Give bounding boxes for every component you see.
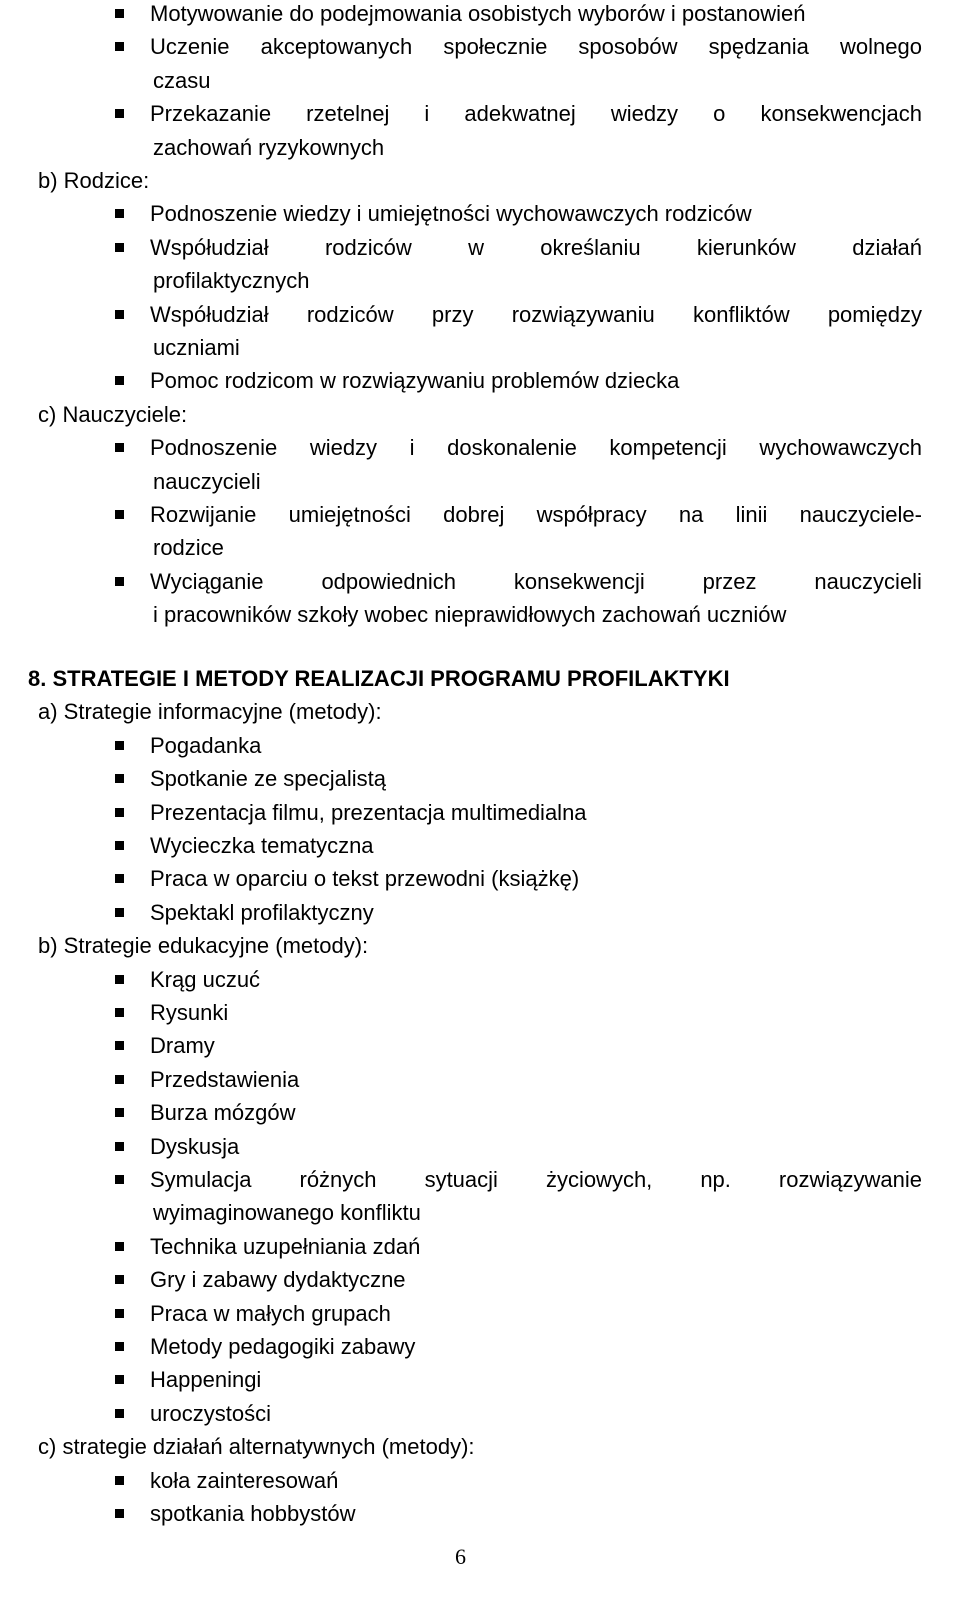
list-item: Podnoszenie wiedzy i umiejętności wychowawczych rodziców <box>150 201 752 227</box>
word: w <box>468 234 484 260</box>
list-item-continuation: rodzice <box>153 535 224 561</box>
section-heading: 8. STRATEGIE I METODY REALIZACJI PROGRAMU PROFILAKTYKI <box>28 666 730 691</box>
list-item <box>150 99 922 129</box>
section-label: b) Rodzice: <box>38 168 150 193</box>
list-item-continuation: zachowań ryzykownych <box>153 134 385 160</box>
word: Uczenie <box>150 34 230 60</box>
word: przy <box>431 301 474 327</box>
word: kompetencji <box>609 435 727 461</box>
word: wolnego <box>840 34 922 60</box>
square-bullet-icon <box>115 1275 124 1284</box>
word: nauczyciele- <box>799 502 922 527</box>
list-item-continuation: uczniami <box>153 335 240 360</box>
word: określaniu <box>540 234 641 260</box>
word: rodziców <box>324 234 412 260</box>
square-bullet-icon <box>115 9 124 18</box>
word: linii <box>735 502 768 527</box>
square-bullet-icon <box>115 42 124 51</box>
square-bullet-icon <box>115 1075 124 1084</box>
word: i <box>424 101 430 127</box>
section-label: c) Nauczyciele: <box>38 401 188 427</box>
word: rzetelnej <box>306 101 390 127</box>
word: dobrej <box>443 502 505 527</box>
word: przez <box>702 568 757 594</box>
square-bullet-icon <box>115 808 124 817</box>
list-item <box>150 433 922 463</box>
list-item: koła zainteresowań <box>150 1467 339 1493</box>
square-bullet-icon <box>115 1509 124 1518</box>
page-number: 6 <box>455 1544 466 1569</box>
square-bullet-icon <box>115 874 124 883</box>
square-bullet-icon <box>115 1242 124 1251</box>
square-bullet-icon <box>115 841 124 850</box>
square-bullet-icon <box>115 1108 124 1117</box>
square-bullet-icon <box>115 510 124 519</box>
square-bullet-icon <box>115 1375 124 1384</box>
list-item: Happeningi <box>150 1367 262 1393</box>
word: na <box>678 502 704 527</box>
word: działań <box>852 234 922 260</box>
word: akceptowanych <box>260 34 413 60</box>
list-item-continuation: nauczycieli <box>153 468 261 494</box>
list-item: Pogadanka <box>150 732 262 758</box>
word: i <box>409 435 415 461</box>
word: konsekwencjach <box>760 101 922 127</box>
word: umiejętności <box>288 502 411 527</box>
list-item-continuation: wyimaginowanego konfliktu <box>153 1200 421 1226</box>
square-bullet-icon <box>115 741 124 750</box>
word: sytuacji <box>424 1167 498 1192</box>
word: kierunków <box>696 234 796 260</box>
square-bullet-icon <box>115 908 124 917</box>
list-item: Spotkanie ze specjalistą <box>150 766 387 792</box>
list-item <box>150 32 922 62</box>
word: życiowych, <box>545 1167 653 1192</box>
list-item <box>150 1165 922 1195</box>
word: Symulacja <box>150 1167 252 1192</box>
square-bullet-icon <box>115 243 124 252</box>
word: rodziców <box>306 301 394 327</box>
list-item: Praca w oparciu o tekst przewodni (książkę) <box>150 866 580 892</box>
list-item: Motywowanie do podejmowania osobistych wyborów i postanowień <box>150 1 806 26</box>
word: doskonalenie <box>447 435 577 461</box>
square-bullet-icon <box>115 109 124 118</box>
word: Współudział <box>150 301 269 327</box>
word: Przekazanie <box>150 101 272 127</box>
square-bullet-icon <box>115 1309 124 1318</box>
list-item-continuation: i pracowników szkoły wobec nieprawidłowych zachowań uczniów <box>153 602 787 628</box>
square-bullet-icon <box>115 577 124 586</box>
word: o <box>713 101 726 127</box>
word: Podnoszenie <box>150 435 278 461</box>
list-item: Krąg uczuć <box>150 966 261 992</box>
list-item: uroczystości <box>150 1400 272 1426</box>
square-bullet-icon <box>115 310 124 319</box>
square-bullet-icon <box>115 1142 124 1151</box>
list-item-continuation: czasu <box>153 67 211 93</box>
section-label: b) Strategie edukacyjne (metody): <box>38 933 369 959</box>
word: odpowiednich <box>321 568 456 594</box>
square-bullet-icon <box>115 774 124 783</box>
square-bullet-icon <box>115 1476 124 1485</box>
section-label: a) Strategie informacyjne (metody): <box>38 699 382 725</box>
list-item: Technika uzupełniania zdań <box>150 1233 421 1259</box>
word: współpracy <box>536 502 647 527</box>
word: wychowawczych <box>759 435 922 461</box>
word: np. <box>700 1167 731 1192</box>
list-item: Pomoc rodzicom w rozwiązywaniu problemów dziecka <box>150 368 680 394</box>
square-bullet-icon <box>115 1175 124 1184</box>
list-item: Dramy <box>150 1033 215 1059</box>
square-bullet-icon <box>115 1342 124 1351</box>
word: sposobów <box>578 34 678 60</box>
square-bullet-icon <box>115 975 124 984</box>
word: wiedzy <box>610 101 679 127</box>
square-bullet-icon <box>115 1409 124 1418</box>
word: rozwiązywaniu <box>511 301 655 327</box>
list-item: Prezentacja filmu, prezentacja multimedialna <box>150 799 587 825</box>
square-bullet-icon <box>115 443 124 452</box>
word: społecznie <box>443 34 548 60</box>
square-bullet-icon <box>115 1008 124 1017</box>
list-item: Rysunki <box>150 1000 229 1025</box>
list-item <box>150 233 922 263</box>
section-label: c) strategie działań alternatywnych (metody): <box>38 1434 475 1460</box>
square-bullet-icon <box>115 209 124 218</box>
word: rozwiązywanie <box>778 1167 922 1192</box>
word: Rozwijanie <box>150 502 257 527</box>
list-item: Wycieczka tematyczna <box>150 833 374 858</box>
word: konsekwencji <box>513 568 645 594</box>
word: różnych <box>299 1167 377 1192</box>
word: nauczycieli <box>814 568 922 594</box>
word: adekwatnej <box>464 101 576 127</box>
word: pomiędzy <box>827 301 922 327</box>
list-item-continuation: profilaktycznych <box>153 268 310 294</box>
word: wiedzy <box>309 435 378 461</box>
square-bullet-icon <box>115 1041 124 1050</box>
list-item: Przedstawienia <box>150 1066 300 1092</box>
word: spędzania <box>708 34 809 60</box>
word: konfliktów <box>692 301 790 327</box>
list-item: Gry i zabawy dydaktyczne <box>150 1267 406 1293</box>
list-item: Praca w małych grupach <box>150 1300 391 1326</box>
list-item <box>150 500 922 530</box>
list-item: spotkania hobbystów <box>150 1501 356 1526</box>
list-item: Dyskusja <box>150 1133 240 1159</box>
list-item <box>150 300 922 330</box>
list-item: Spektakl profilaktyczny <box>150 899 374 925</box>
word: Wyciąganie <box>150 568 264 594</box>
list-item: Metody pedagogiki zabawy <box>150 1334 416 1359</box>
word: Współudział <box>150 234 269 260</box>
list-item: Burza mózgów <box>150 1100 296 1126</box>
list-item <box>150 567 922 597</box>
square-bullet-icon <box>115 376 124 385</box>
